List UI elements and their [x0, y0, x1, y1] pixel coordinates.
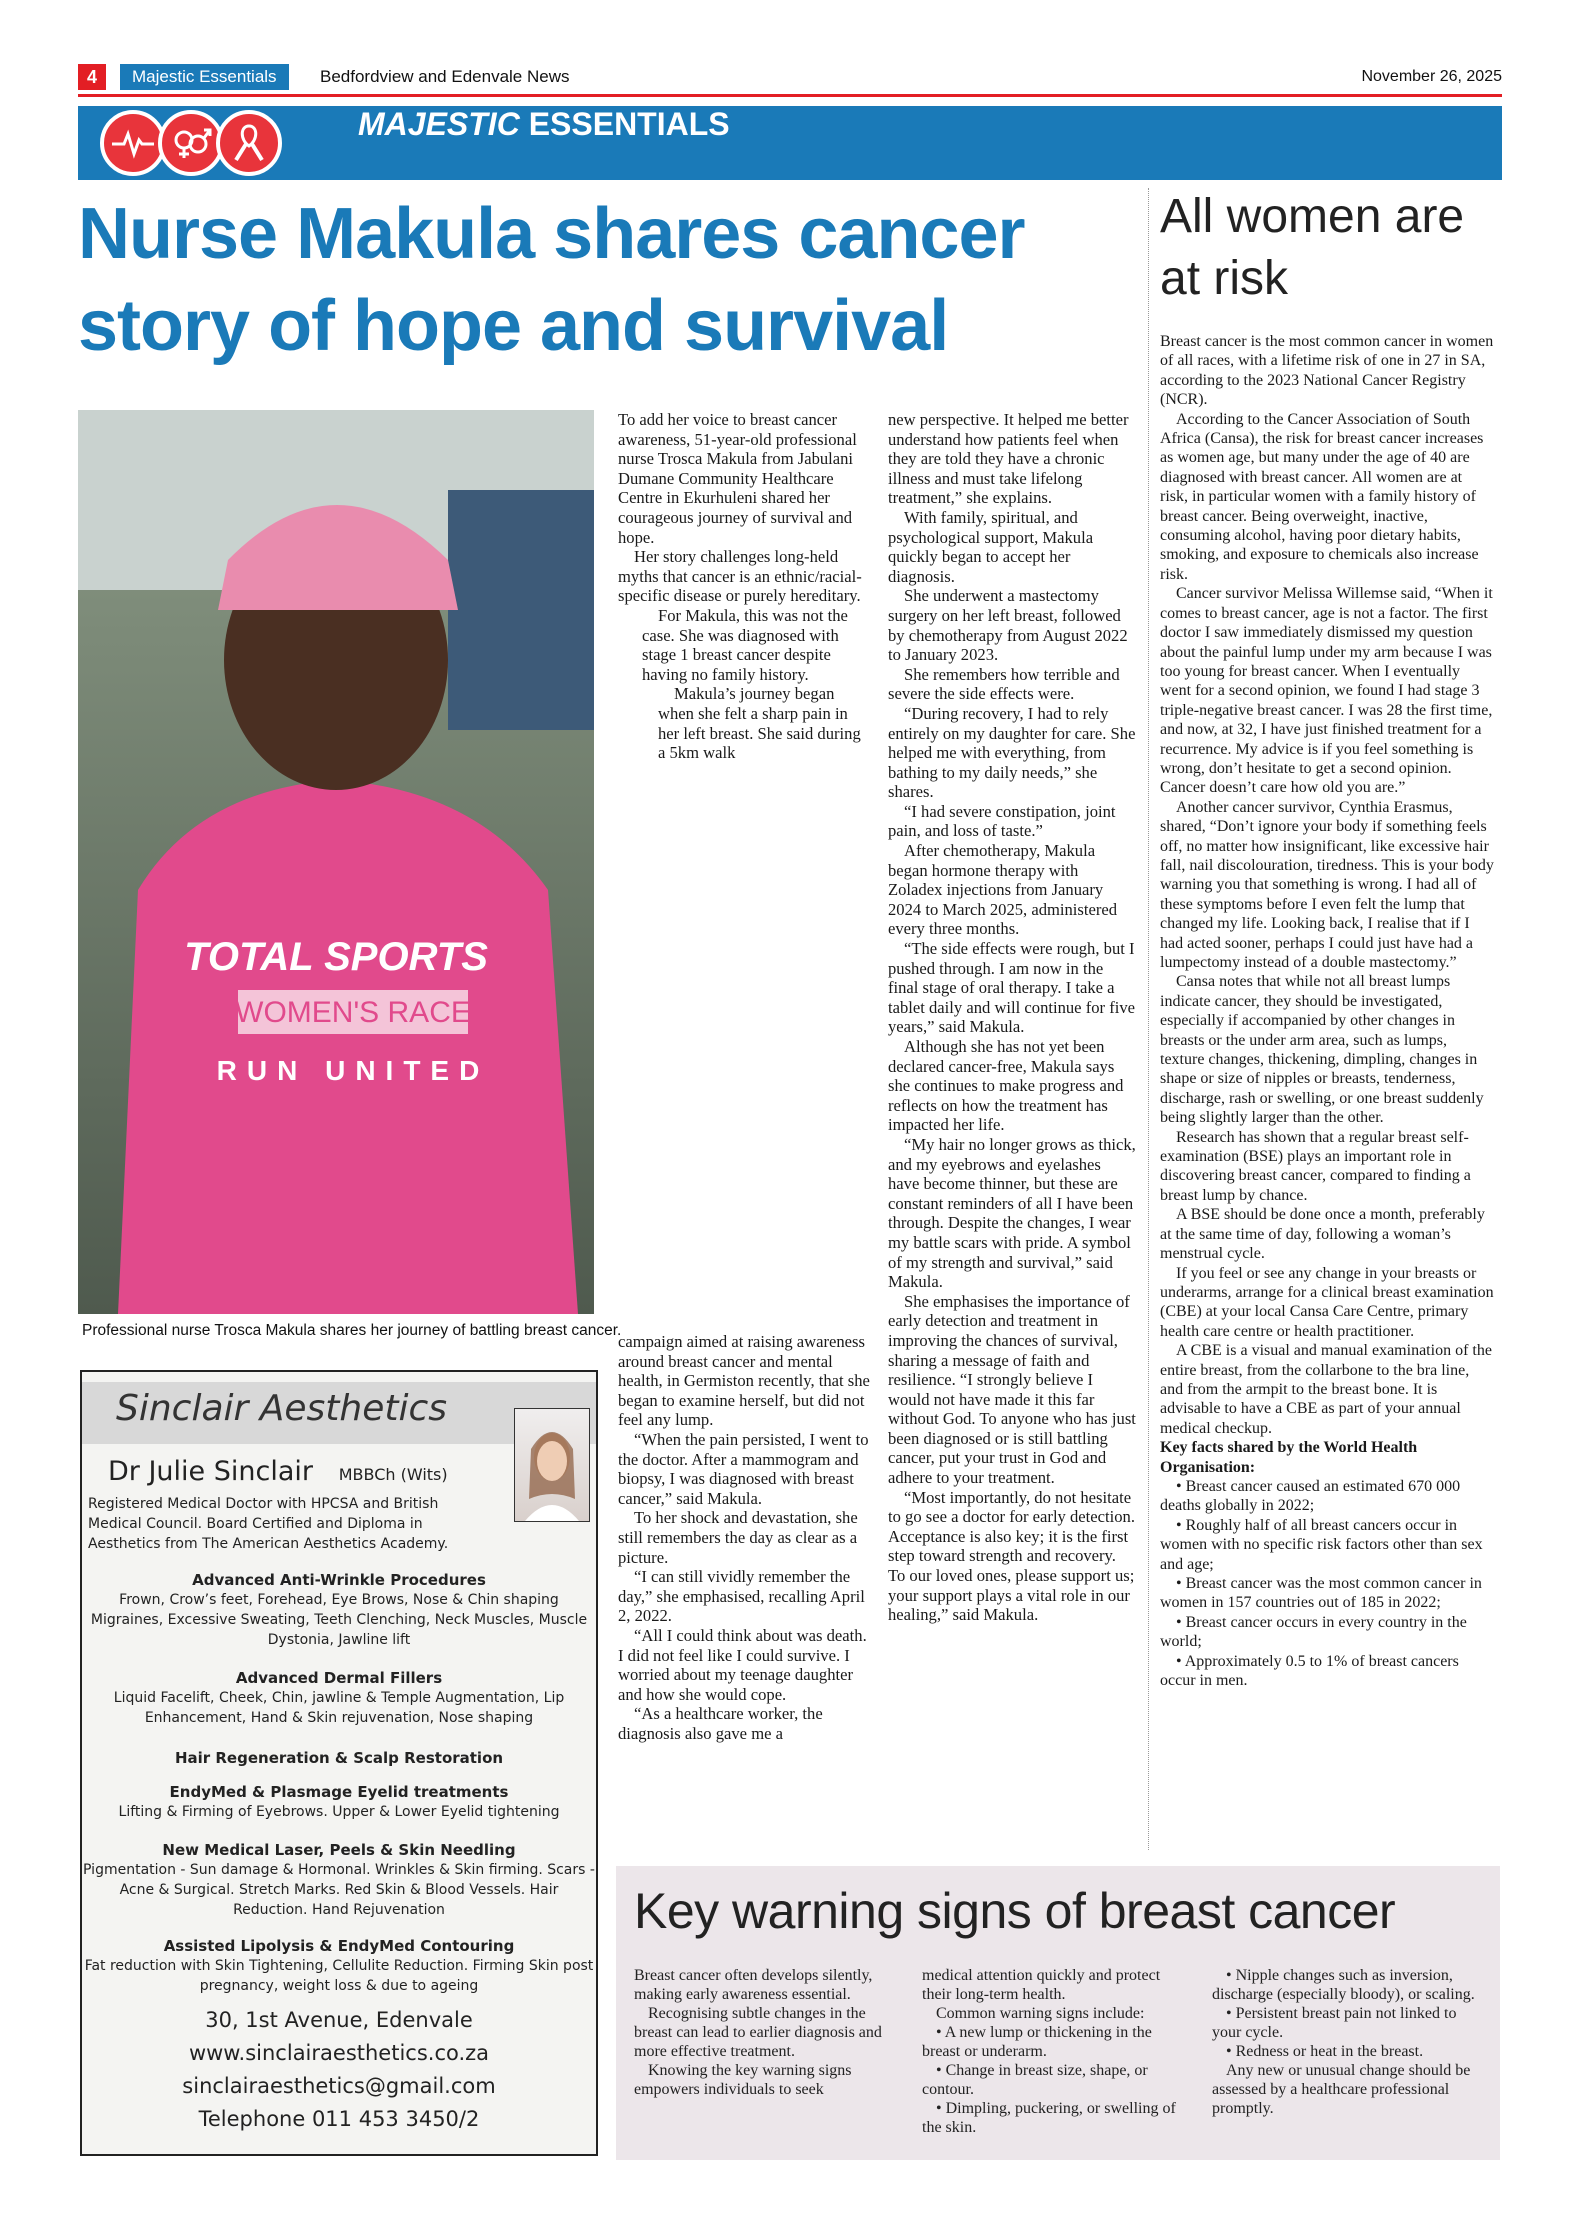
folio-bar [78, 60, 1502, 97]
ad-service: Advanced Anti-Wrinkle Procedures Frown, Crow’s feet, Forehead, Eye Brows, Nose & Chin shaping Migraines, Excessive Sweating, Teeth Clenching, Neck Muscles, Muscle Dystonia, Jawline lift [90, 1571, 588, 1648]
article-photo [78, 410, 594, 1314]
ad-email: sinclairaesthetics@gmail.com [182, 2074, 496, 2098]
sidebar-paragraph: Cancer survivor Melissa Willemse said, “When it comes to breast cancer, age is not a factor. The first doctor I saw immediately dismissed my question about the painful lump under my arm because I was too young for breast cancer. When I eventually went for a second opinion, we found I had stage 3 triple-negative breast cancer. I was 28 the first time, and now, at 32, I have just finished treatment for a recurrence. My advice is if you feel something is wrong, don’t hesitate to get a second opinion. Cancer doesn’t care how old you are.” [1160, 585, 1493, 797]
ad-service: Hair Regeneration & Scalp Restoration [174, 1749, 504, 1767]
article-paragraph: “The side effects were rough, but I pushed through. I am now in the final stage of oral therapy. I take a tablet daily and will continue for five years,” said Makula. [888, 939, 1135, 1037]
article-paragraph: “As a healthcare worker, the diagnosis also gave me a [618, 1704, 823, 1743]
article-paragraph: For Makula, this was not the case. She was diagnosed with stage 1 breast cancer despite having no family history. [642, 605, 848, 684]
warning-paragraph: Common warning signs include: [936, 2005, 1145, 2022]
sidebar-paragraph: According to the Cancer Association of South Africa (Cansa), the risk for breast cancer increases as women age, but many under the age of 40 are diagnosed with breast cancer. All women are at risk, in particular women with a family history of breast cancer. Being overweight, inactive, consuming alcohol, having poor dietary habits, smoking, and exposure to chemicals also increase risk. [1160, 410, 1484, 583]
sidebar-paragraph: A CBE is a visual and manual examination of the entire breast, from the collarbone to the bra line, and from the armpit to the breast bone. It is advisable to have a CBE as part of your annual medical checkup. [1160, 1342, 1492, 1437]
article-paragraph: Makula’s journey began when she felt a sharp pain in her left breast. She said during a 5km walk [658, 684, 861, 763]
warning-signs-box [616, 1866, 1500, 2160]
shirt-text-3: RUN UNITED [216, 1055, 490, 1086]
photo-caption: Professional nurse Trosca Makula shares her journey of battling breast cancer. [82, 1322, 622, 1339]
sidebar-paragraph: Research has shown that a regular breast self-examination (BSE) plays an important role in discovering breast cancer, compared to finding a breast lump by chance. [1160, 1128, 1471, 1204]
fact-item: • Breast cancer occurs in every country in the world; [1160, 1613, 1467, 1651]
sidebar-paragraph: A BSE should be done once a month, preferably at the same time of day, following a woman’s menstrual cycle. [1160, 1206, 1485, 1263]
warning-item: • A new lump or thickening in the breast or underarm. [922, 2024, 1152, 2060]
article-paragraph: new perspective. It helped me better understand how patients feel when they are told they have a chronic illness and must take lifelong treatment,” she explains. [888, 410, 1129, 508]
warning-column-1 [634, 1966, 896, 2099]
article-paragraph: To add her voice to breast cancer awareness, 51-year-old professional nurse Trosca Makula from Jabulani Dumane Community Healthcare Centre in Ekurhuleni shared her courageous journey of survival and hope. [618, 410, 857, 547]
ad-business-name: Sinclair Aesthetics [116, 1388, 448, 1429]
article-paragraph: “I can still vividly remember the day,” she emphasised, recalling April 2, 2022. [618, 1567, 865, 1626]
warning-paragraph: Knowing the key warning signs empowers individuals to seek [634, 2062, 852, 2098]
article-column-1-bottom [618, 1332, 872, 1743]
ad-service: EndyMed & Plasmage Eyelid treatments Lifting & Firming of Eyebrows. Upper & Lower Eyelid tightening [118, 1783, 560, 1820]
warning-paragraph: Recognising subtle changes in the breast can lead to earlier diagnosis and more effective treatment. [634, 2005, 882, 2060]
fact-item: • Breast cancer caused an estimated 670 000 deaths globally in 2022; [1160, 1477, 1461, 1515]
banner-title: MAJESTIC ESSENTIALS [358, 106, 730, 142]
ad-contact [82, 2004, 596, 2136]
sidebar-title: All women are at risk [1160, 190, 1465, 305]
shirt-text-1: TOTAL SPORTS [184, 935, 488, 979]
column-divider [1148, 188, 1149, 1850]
warning-item: • Persistent breast pain not linked to your cycle. [1212, 2005, 1457, 2041]
warning-column-2 [922, 1966, 1184, 2137]
article-paragraph: She remembers how terrible and severe the side effects were. [888, 664, 1120, 704]
article-paragraph: campaign aimed at raising awareness around breast cancer and mental health, in Germiston recently, that she began to examine herself, but did not feel any lump. [618, 1332, 870, 1430]
warning-paragraph: Any new or unusual change should be assessed by a healthcare professional promptly. [1212, 2062, 1471, 2117]
heartbeat-icon [100, 110, 166, 176]
sinclair-aesthetics-ad [80, 1370, 598, 2156]
section-label: Majestic Essentials [120, 64, 289, 90]
fact-item: • Roughly half of all breast cancers occur in women with no specific risk factors other than sex and age; [1160, 1516, 1483, 1573]
ad-address: 30, 1st Avenue, Edenvale [205, 2008, 473, 2032]
warning-item: • Change in breast size, shape, or contour. [922, 2062, 1148, 2098]
article-paragraph: “All I could think about was death. I did not feel like I could survive. I worried about my teenage daughter and how she would cope. [618, 1625, 867, 1704]
article-paragraph: “I had severe constipation, joint pain, and loss of taste.” [888, 801, 1116, 841]
doctor-portrait [514, 1408, 590, 1522]
section-banner [78, 106, 1502, 180]
article-column-1-top [618, 410, 868, 763]
facts-heading: Key facts shared by the World Health Organisation: [1160, 1439, 1418, 1476]
article-paragraph: She emphasises the importance of early detection and treatment in improving the chances of survival, sharing a message of faith and resilience. “I strongly believe I would not have made it this far without God. To anyone who has just been diagnosed or is still battling cancer, put your trust in God and adhere to your treatment. [888, 1291, 1136, 1488]
article-paragraph: She underwent a mastectomy surgery on her left breast, followed by chemotherapy from August 2022 to January 2023. [888, 586, 1128, 665]
sidebar-paragraph: Another cancer survivor, Cynthia Erasmus, shared, “Don’t ignore your body if something feels off, no matter how insignificant, like excessive hair fall, nail discolouration, tiredness. This is your body warning you that something is wrong. I had all of these symptoms before I even felt the lump that changed my life. Looking back, I realise that if I had acted sooner, perhaps I could just have had a lumpectomy instead of a double mastectomy.” [1160, 798, 1494, 971]
sidebar-column [1160, 332, 1494, 1690]
article-paragraph: Although she has not yet been declared cancer-free, Makula says she continues to make progress and reflects on how the treatment has impacted her life. [888, 1037, 1124, 1135]
warning-item: • Dimpling, puckering, or swelling of the skin. [922, 2100, 1176, 2136]
article-paragraph: “My hair no longer grows as thick, and my eyebrows and eyelashes have become thinner, but these are constant reminders of all I have been through. Despite the changes, I wear my battle scars with pride. A symbol of my strength and survival,” said Makula. [888, 1134, 1136, 1292]
fact-item: • Breast cancer was the most common cancer in women in 157 countries out of 185 in 2022; [1160, 1575, 1482, 1612]
ad-service: New Medical Laser, Peels & Skin Needling Pigmentation - Sun damage & Hormonal. Wrinkles & Skin firming. Scars - Acne & Surgical. Stretch Marks. Red Skin & Blood Vessels. Hair Reduction. Hand Rejuvenation [83, 1841, 595, 1918]
publication-name: Bedfordview and Edenvale News [320, 67, 570, 86]
sidebar-paragraph: Breast cancer is the most common cancer in women of all races, with a lifetime risk of one in 27 in SA, according to the 2023 National Cancer Registry (NCR). [1160, 333, 1494, 409]
ad-registration: Registered Medical Doctor with HPCSA and British Medical Council. Board Certified and Diploma in Aesthetics from The American Aesthetics Academy. [88, 1496, 449, 1552]
sidebar-paragraph: Cansa notes that while not all breast lumps indicate cancer, they should be investigated, especially if accompanied by other changes in breasts or the under arm area, such as lumps, texture changes, thickening, dimpling, changes in shape or size of nipples or breasts, tenderness, discharge, rash or swelling, or one breast suddenly being slightly larger than the other. [1160, 973, 1484, 1127]
gender-symbols-icon [158, 110, 224, 176]
article-column-2 [888, 410, 1136, 1625]
issue-date: November 26, 2025 [1361, 68, 1502, 85]
ad-service: Assisted Lipolysis & EndyMed Contouring Fat reduction with Skin Tightening, Cellulite Reduction. Firming Skin post pregnancy, weight loss & due to ageing [84, 1937, 594, 1994]
ad-phone: Telephone 011 453 3450/2 [198, 2107, 480, 2131]
article-paragraph: Her story challenges long-held myths that cancer is an ethnic/racial-specific disease or purely hereditary. [618, 547, 862, 606]
ad-doctor-name: Dr Julie Sinclair MBBCh (Wits) [108, 1456, 448, 1487]
warning-paragraph: medical attention quickly and protect their long-term health. [922, 1967, 1161, 2003]
warning-column-3 [1212, 1966, 1482, 2118]
ad-website: www.sinclairaesthetics.co.za [188, 2041, 490, 2065]
shirt-text-2: WOMEN'S RACE [235, 996, 471, 1029]
sidebar-paragraph: If you feel or see any change in your breasts or underarms, arrange for a clinical breast examination (CBE) at your local Cansa Care Centre, primary health care centre or health practitioner. [1160, 1264, 1494, 1340]
article-paragraph: “Most importantly, do not hesitate to go see a doctor for early detection. Acceptance is also key; it is the first step toward strength and recovery. To our loved ones, please support us; your support plays a vital role in our healing,” said Makula. [888, 1487, 1135, 1625]
article-paragraph: After chemotherapy, Makula began hormone therapy with Zoladex injections from January 2024 to March 2025, administered every three months. [888, 841, 1118, 939]
article-paragraph: To her shock and devastation, she still remembers the day as clear as a picture. [618, 1508, 858, 1567]
warning-box-title: Key warning signs of breast cancer [634, 1883, 1396, 1939]
warning-item: • Nipple changes such as inversion, discharge (especially bloody), or scaling. [1212, 1967, 1475, 2003]
article-paragraph: “When the pain persisted, I went to the doctor. After a mammogram and biopsy, I was diagnosed with breast cancer,” said Makula. [618, 1429, 869, 1508]
article-paragraph: “During recovery, I had to rely entirely on my daughter for care. She helped me with everything, from bathing to my daily needs,” she shares. [888, 703, 1136, 802]
ad-service: Advanced Dermal Fillers Liquid Facelift, Cheek, Chin, jawline & Temple Augmentation, Lip Enhancement, Hand & Skin rejuvenation, Nose shaping [113, 1669, 565, 1726]
page-number: 4 [78, 64, 106, 90]
warning-item: • Redness or heat in the breast. [1226, 2043, 1424, 2060]
awareness-ribbon-icon [216, 110, 282, 176]
article-headline: Nurse Makula shares cancer story of hope and survival [78, 194, 1025, 366]
warning-paragraph: Breast cancer often develops silently, making early awareness essential. [634, 1967, 873, 2003]
article-paragraph: With family, spiritual, and psychological support, Makula quickly began to accept her diagnosis. [888, 507, 1094, 586]
fact-item: • Approximately 0.5 to 1% of breast cancers occur in men. [1160, 1652, 1459, 1690]
